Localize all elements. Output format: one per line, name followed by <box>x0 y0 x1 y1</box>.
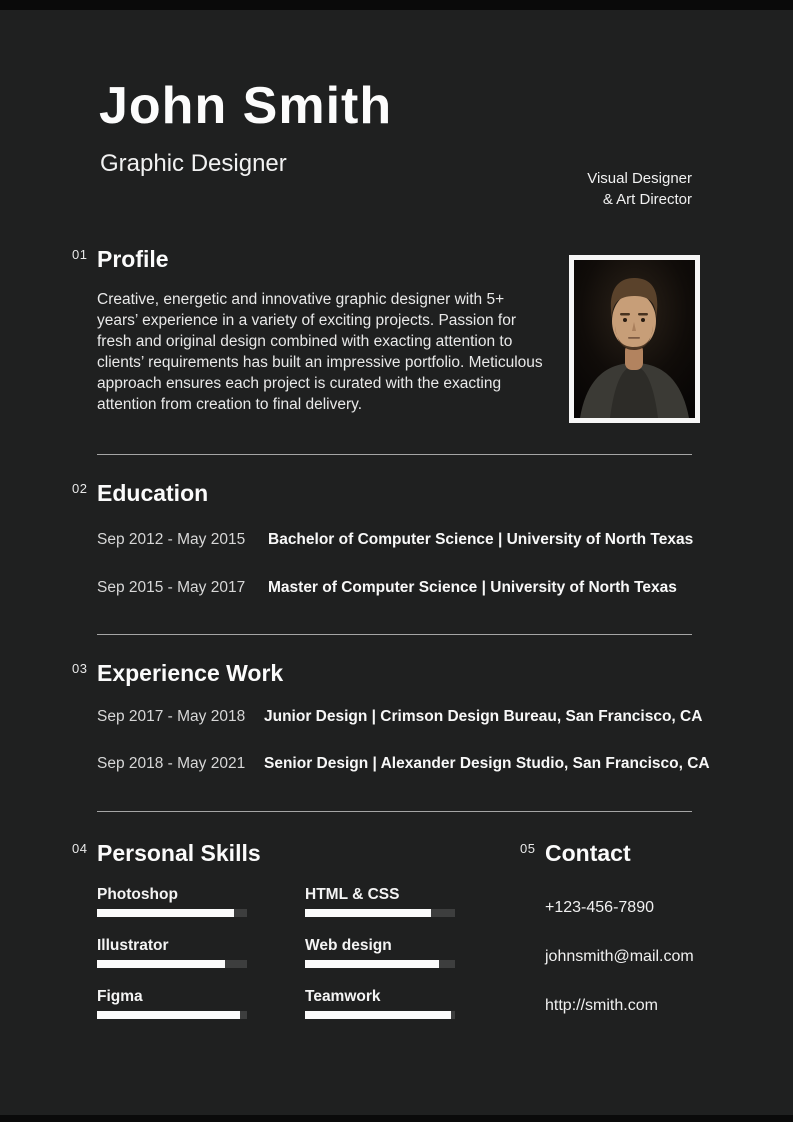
skill-bar-track <box>97 909 247 917</box>
skill-item <box>97 937 247 968</box>
person-role: Graphic Designer <box>100 150 287 177</box>
header-tagline <box>587 168 692 210</box>
experience-entry <box>97 707 702 726</box>
skill-name: Photoshop <box>97 886 178 903</box>
education-degree: Bachelor of Computer Science | University of North Texas <box>268 531 694 548</box>
contact-section-number: 05 <box>520 841 536 856</box>
skill-bar-track <box>305 1011 455 1019</box>
skill-bar-fill <box>97 960 225 968</box>
section-divider <box>97 811 692 812</box>
skills-section-number: 04 <box>72 841 88 856</box>
experience-position: Senior Design | Alexander Design Studio, San Francisco, CA <box>264 755 710 772</box>
contact-phone: +123-456-7890 <box>545 899 654 916</box>
contact-section-title <box>520 839 631 867</box>
skill-bar-fill <box>305 909 431 917</box>
skill-name: Figma <box>97 988 143 1005</box>
profile-section-title <box>72 245 169 273</box>
tagline-line-1: Visual Designer <box>587 170 692 187</box>
bottom-black-strip <box>0 1115 793 1122</box>
portrait-photo <box>574 260 695 418</box>
experience-entry <box>97 754 710 773</box>
skill-bar-fill <box>305 1011 451 1019</box>
section-divider <box>97 634 692 635</box>
top-black-strip <box>0 0 793 10</box>
person-name: John Smith <box>99 77 393 135</box>
skill-bar-track <box>305 960 455 968</box>
profile-summary: Creative, energetic and innovative graphic designer with 5+ years’ experience in a variety of exciting projects. Passion for fresh and original design combined with exacting attention to clients’ requirements has built an impressive portfolio. Meticulous approach ensures each project is curated with the exacting attention from creation to final delivery. <box>97 291 543 413</box>
experience-position: Junior Design | Crimson Design Bureau, San Francisco, CA <box>264 708 703 725</box>
education-entry <box>97 530 693 549</box>
skill-item <box>97 886 247 917</box>
profile-section-number: 01 <box>72 247 88 262</box>
experience-section-number: 03 <box>72 661 88 676</box>
education-entry <box>97 578 677 597</box>
contact-website: http://smith.com <box>545 997 658 1014</box>
experience-dates: Sep 2018 - May 2021 <box>97 755 246 772</box>
education-dates: Sep 2012 - May 2015 <box>97 531 246 548</box>
skill-bar-track <box>305 909 455 917</box>
skill-name: HTML & CSS <box>305 886 400 903</box>
skill-name: Web design <box>305 937 392 954</box>
skills-section-title <box>72 839 261 867</box>
skills-section-label: Personal Skills <box>97 840 261 866</box>
education-section-number: 02 <box>72 481 88 496</box>
skill-item <box>305 937 455 968</box>
education-dates: Sep 2015 - May 2017 <box>97 579 246 596</box>
skill-item <box>305 886 455 917</box>
skill-bar-track <box>97 960 247 968</box>
skill-item <box>97 988 247 1019</box>
contact-column <box>545 899 694 1046</box>
skill-bar-fill <box>97 1011 240 1019</box>
skill-bar-fill <box>305 960 439 968</box>
education-section-title <box>72 479 209 507</box>
skill-name: Illustrator <box>97 937 169 954</box>
contact-email: johnsmith@mail.com <box>545 948 694 965</box>
contact-section-label: Contact <box>545 840 631 866</box>
experience-section-title <box>72 659 284 687</box>
skill-bar-fill <box>97 909 234 917</box>
skill-bar-track <box>97 1011 247 1019</box>
tagline-line-2: & Art Director <box>602 191 692 208</box>
education-section-label: Education <box>97 480 209 506</box>
experience-section-label: Experience Work <box>97 660 284 686</box>
education-degree: Master of Computer Science | University of North Texas <box>268 579 677 596</box>
photo-frame <box>569 255 700 423</box>
skill-name: Teamwork <box>305 988 381 1005</box>
profile-section-label: Profile <box>97 246 169 272</box>
skill-item <box>305 988 455 1019</box>
skills-column-right <box>305 886 455 1039</box>
skills-column-left <box>97 886 247 1039</box>
experience-dates: Sep 2017 - May 2018 <box>97 708 246 725</box>
section-divider <box>97 454 692 455</box>
